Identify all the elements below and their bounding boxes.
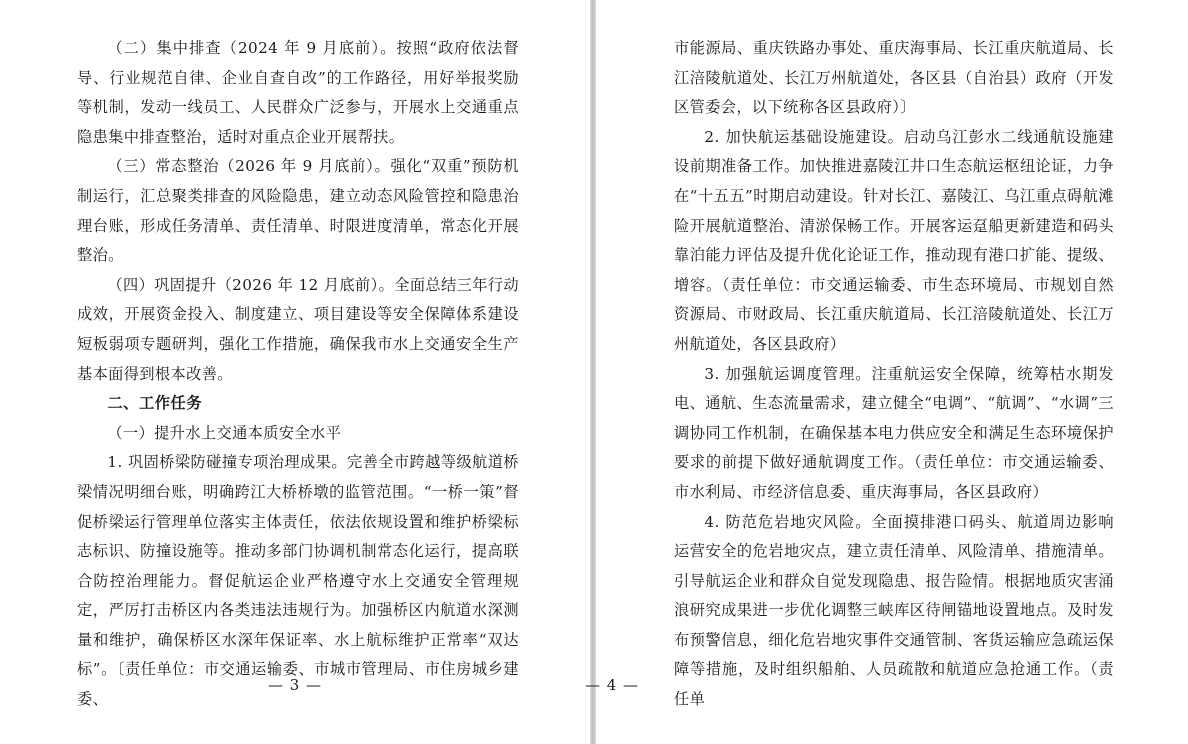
paragraph-bridge-collision: 1. 巩固桥梁防碰撞专项治理成果。完善全市跨越等级航道桥梁情况明细台账，明确跨江大桥桥墩的监管范围。“一桥一策”督促桥梁运行管理单位落实主体责任，依法依规设置和维护桥梁标志标识、防撞设施等。推动多部门协调机制常态化运行，提高联合防控治理能力。督促航运企业严格遵守水上交通安全管理规定，严厉打击桥区内各类违法违规行为。加强桥区内航道水深测量和维护，确保桥区水深年保证率、水上航标维护正常率“双达标”。〔责任单位：市交通运输委、市城市管理局、市住房城乡建委、: [77, 453, 519, 709]
paragraph-regular-rectification: （三）常态整治（2026 年 9 月底前）。强化“双重”预防机制运行，汇总聚类排查的风险隐患，建立动态风险管控和隐患治理台账，形成任务清单、责任清单、时限进度清单，常态化开展整治。: [77, 157, 519, 265]
paragraph-responsible-units-continued: 市能源局、重庆铁路办事处、重庆海事局、长江重庆航道局、长江涪陵航道处、长江万州航道处，各区县（自治县）政府（开发区管委会，以下统称各区县政府）〕: [674, 39, 1114, 117]
page-3-body: [77, 34, 519, 715]
page-number: — 3 —: [267, 676, 323, 694]
paragraph-shipping-infrastructure: 2. 加快航运基础设施建设。启动乌江彭水二线通航设施建设前期准备工作。加快推进嘉陵江井口生态航运枢纽论证，力争在“十五五”时期启动建设。针对长江、嘉陵江、乌江重点碍航滩险开展航道整治、清淤保畅工作。开展客运趸船更新建造和码头靠泊能力评估及提升优化论证工作，推动现有港口扩能、提级、增容。（责任单位：市交通运输委、市生态环境局、市规划自然资源局、市财政局、长江重庆航道局、长江涪陵航道处、长江万州航道处，各区县政府）: [674, 127, 1114, 353]
paragraph-focused-inspection: （二）集中排查（2024 年 9 月底前）。按照“政府依法督导、行业规范自律、企业自查自改”的工作路径，用好举报奖励等机制，发动一线员工、人民群众广泛参与，开展水上交通重点隐患集中排查整治，适时对重点企业开展帮扶。: [77, 39, 519, 146]
section-heading-tasks: 二、工作任务: [107, 394, 203, 413]
page-3: [0, 0, 590, 744]
paragraph-shipping-dispatch: 3. 加强航运调度管理。注重航运安全保障，统筹枯水期发电、通航、生态流量需求，建立健全“电调”、“航调”、“水调”三调协同工作机制，在确保基本电力供应安全和满足生态环境保护要求的前提下做好通航调度工作。（责任单位：市交通运输委、市水利局、市经济信息委、重庆海事局，各区县政府）: [674, 364, 1114, 501]
paragraph-consolidation: （四）巩固提升（2026 年 12 月底前）。全面总结三年行动成效，开展资金投入、制度建立、项目建设等安全保障体系建设短板弱项专题研判，强化工作措施，确保我市水上交通安全生产基本面得到根本改善。: [77, 275, 519, 383]
paragraph-geohazard-risk: 4. 防范危岩地灾风险。全面摸排港口码头、航道周边影响运营安全的危岩地灾点，建立责任清单、风险清单、措施清单。引导航运企业和群众自觉发现隐患、报告险情。根据地质灾害涌浪研究成果进一步优化调整三峡库区待闸锚地设置地点。及时发布预警信息，细化危岩地灾事件交通管制、客货运输应急疏运保障等措施，及时组织船舶、人员疏散和航道应急抢通工作。（责任单: [674, 512, 1114, 709]
subsection-heading-safety: （一）提升水上交通本质安全水平: [107, 423, 342, 442]
page-number: — 4 —: [584, 676, 640, 694]
page-4-body: [674, 34, 1114, 715]
page-4: [584, 0, 1188, 744]
